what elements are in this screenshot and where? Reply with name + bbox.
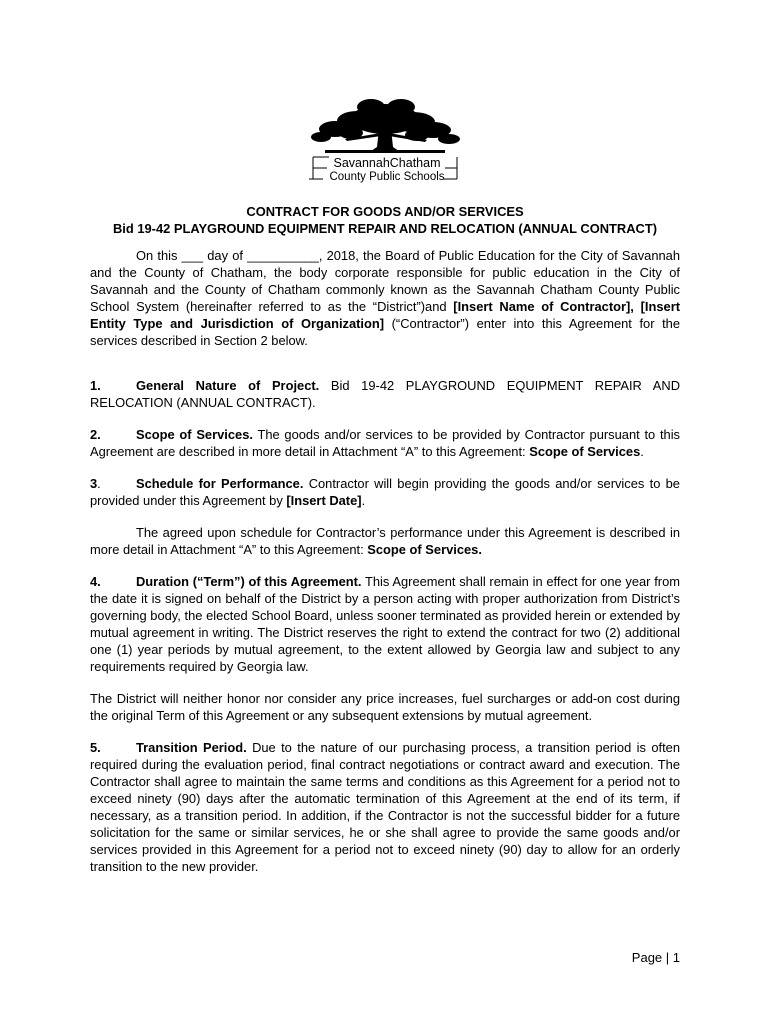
section-2-title: Scope of Services.: [136, 427, 253, 442]
section-3-number-dot: .: [97, 476, 101, 491]
page-number: Page | 1: [631, 950, 680, 965]
section-1: [90, 377, 680, 411]
logo-line-1: SavannahChatham: [333, 156, 441, 170]
section-2: [90, 426, 680, 460]
oak-tree-logo-image: [305, 95, 465, 187]
section-3-scope-label: Scope of Services.: [367, 542, 482, 557]
section-5-title: Transition Period.: [136, 740, 247, 755]
section-3-number: [90, 475, 136, 492]
intro-text-2: (“Contractor”) enter into this Agreement for the services described in Section 2 below.: [90, 316, 681, 348]
section-3-tail: .: [361, 493, 366, 508]
section-3-date-placeholder: [Insert Date]: [286, 493, 362, 508]
section-3-number-digit: 3: [90, 476, 98, 491]
document-title: CONTRACT FOR GOODS AND/OR SERVICES: [246, 204, 524, 219]
section-1-text: Bid 19-42 PLAYGROUND EQUIPMENT REPAIR AND RELOCATION (ANNUAL CONTRACT).: [90, 378, 681, 410]
section-3: [90, 475, 680, 509]
intro-contractor-placeholder: [Insert Name of Contractor], [Insert Entity Type and Jurisdiction of Organization]: [90, 299, 680, 331]
school-district-logo: [305, 95, 465, 187]
intro-paragraph: [90, 247, 680, 349]
section-2-number: 2.: [90, 427, 101, 442]
section-1-number: 1.: [90, 378, 101, 393]
intro-text-1: On this ___ day of __________, 2018, the Board of Public Education for the City of Savannah and the County of Chatham, the body corporate responsible for public education in the City of Savannah and the County of Chatham commonly known as the Savannah Chatham County Public School System (hereinafter referred to as the “District”)and: [90, 248, 680, 314]
section-2-scope-label: Scope of Services: [529, 444, 641, 459]
section-3-text: Contractor will begin providing the goods and/or services to be provided under this Agreement by: [90, 476, 680, 508]
section-5-text: Due to the nature of our purchasing process, a transition period is often required during the evaluation period, final contract negotiations or contract award and execution. The Contractor shall agree to maintain the same terms and conditions as this Agreement for a period not to exceed ninety (90) days after the automatic termination of this Agreement at the end of its term, if necessary, as a transition period. In addition, if the Contractor is not the successful bidder for a future solicitation for the same or similar services, he or she shall agree to provide the same goods and/or services provided in this Agreement for a period not to exceed ninety (90) day to allow for an orderly transition to the new provider.: [90, 740, 680, 874]
section-4-title: Duration (“Term”) of this Agreement.: [136, 574, 362, 589]
section-5: [90, 739, 680, 875]
section-5-number: 5.: [90, 740, 101, 755]
section-2-text: The goods and/or services to be provided by Contractor pursuant to this Agreement are described in more detail in Attachment “A” to this Agreement:: [90, 427, 680, 459]
section-4-text: This Agreement shall remain in effect for one year from the date it is signed on behalf of the District by a person acting with proper authorization from District’s governing body, the elected School Board, unless sooner terminated as provided herein or extended by mutual agreement in writing. The District reserves the right to extend the contract for two (2) additional one (1) year periods by mutual agreement, to the extent allowed by Georgia law and subject to any requirements required by Georgia law.: [90, 574, 680, 674]
contract-body: [90, 200, 680, 875]
section-1-title: General Nature of Project.: [136, 378, 320, 393]
section-3-schedule-paragraph: [90, 524, 680, 558]
document-subtitle: Bid 19-42 PLAYGROUND EQUIPMENT REPAIR AND RELOCATION (ANNUAL CONTRACT): [112, 221, 658, 236]
section-3-title: Schedule for Performance.: [136, 476, 304, 491]
section-4-number: 4.: [90, 574, 101, 589]
section-4-price-paragraph: The District will neither honor nor consider any price increases, fuel surcharges or add-on cost during the original Term of this Agreement or any subsequent extensions by mutual agreement.: [90, 691, 680, 723]
section-3-schedule-text: The agreed upon schedule for Contractor’s performance under this Agreement is described in more detail in Attachment “A” to this Agreement:: [90, 525, 680, 557]
logo-line-2: County Public Schools: [329, 171, 445, 183]
section-2-tail: .: [640, 444, 644, 459]
section-4: [90, 573, 680, 675]
